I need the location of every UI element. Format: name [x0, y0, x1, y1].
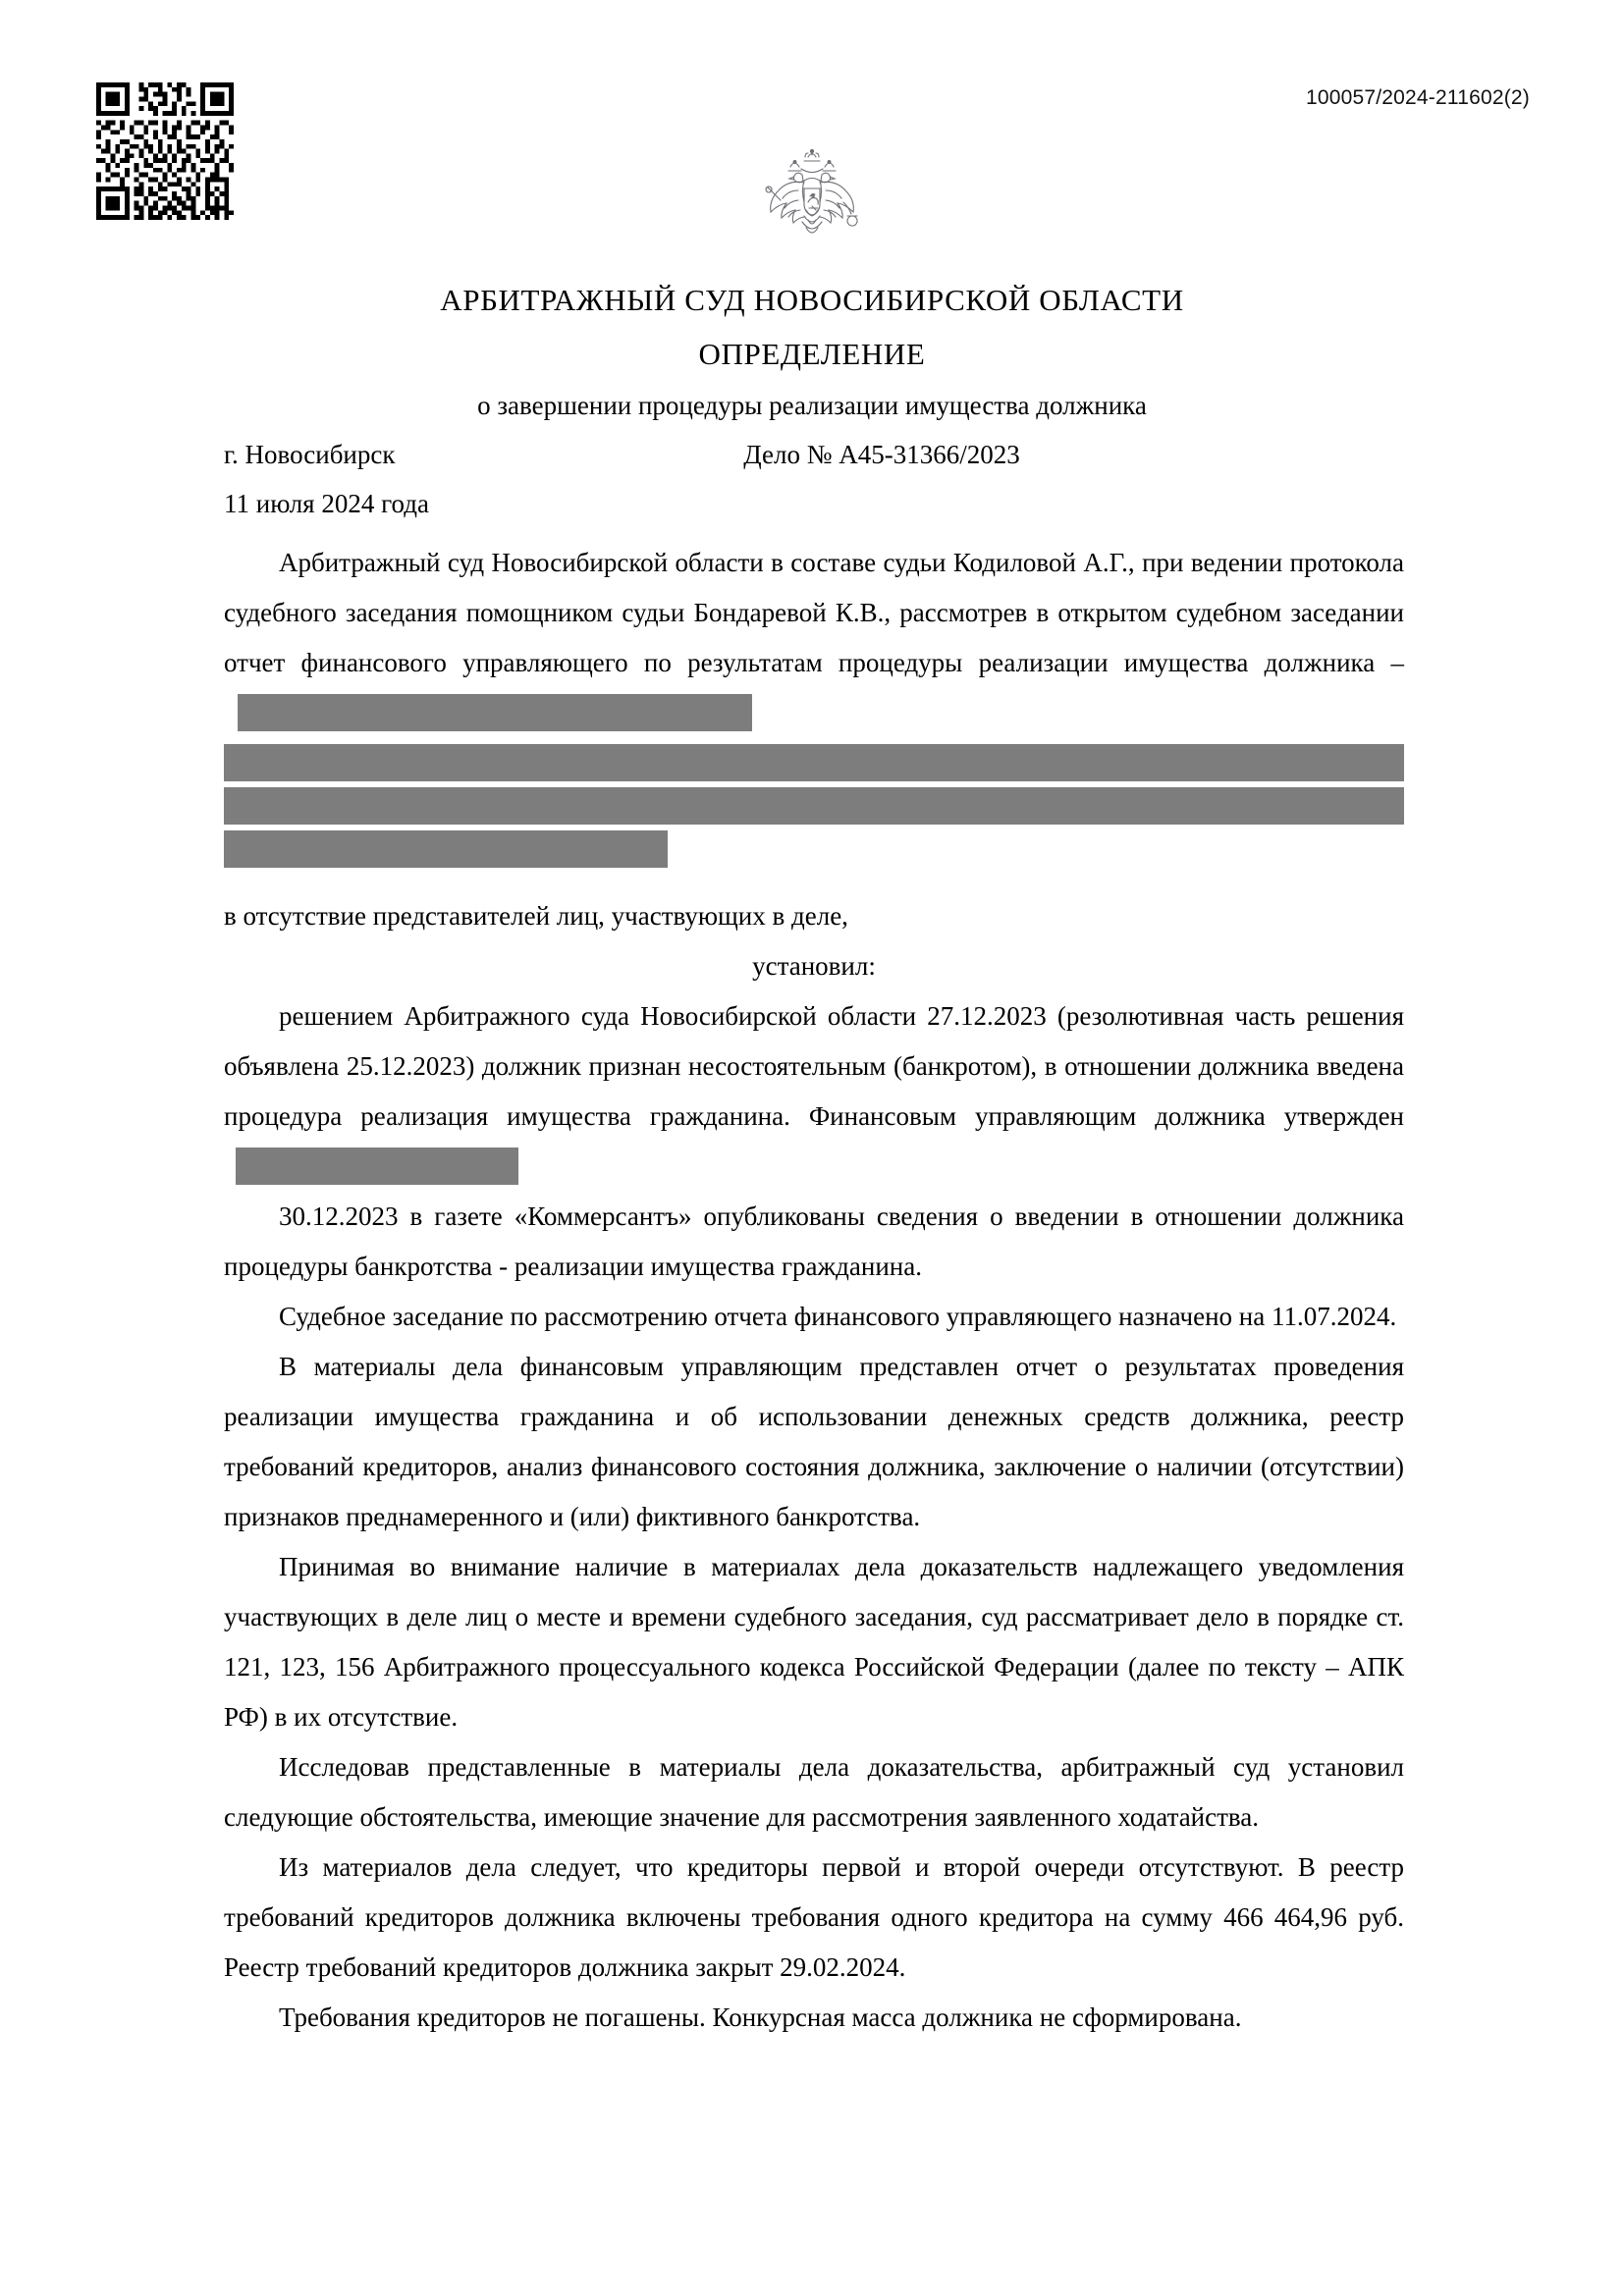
redaction-row-2 [224, 744, 1404, 781]
intro-paragraph [224, 538, 1404, 738]
absent-parties-paragraph: в отсутствие представителей лиц, участвующих в деле, [224, 901, 848, 931]
document-meta [224, 440, 1402, 470]
redaction-bar-4 [224, 830, 668, 868]
paragraph-hearing-date: Судебное заседание по рассмотрению отчета финансового управляющего назначено на 11.07.2024. [279, 1302, 1397, 1331]
paragraph-creditors: Из материалов дела следует, что кредиторы первой и второй очереди отсутствуют. В реестр требований кредиторов должника включены требования одного кредитора на сумму 466 464,96 руб. Реестр требований кредиторов должника закрыт 29.02.2024. [224, 1852, 1404, 1982]
redaction-row-4 [224, 830, 1404, 868]
document-subject: о завершении процедуры реализации имущества должника [477, 391, 1147, 420]
qr-code-icon [96, 82, 234, 220]
redaction-bar-2 [224, 744, 1404, 781]
paragraph-decision [224, 991, 1404, 1192]
paragraph-evidence-examined: Исследовав представленные в материалы дела доказательства, арбитражный суд установил следующие обстоятельства, имеющие значение для рассмотрения заявленного ходатайства. [224, 1752, 1404, 1832]
intro-text: Арбитражный суд Новосибирской области в составе судьи Кодиловой А.Г., при ведении протокола судебного заседания помощником судьи Бондаревой К.В., рассмотрев в открытом судебном заседании отчет финансового управляющего по результатам процедуры реализации имущества должника – [224, 548, 1404, 677]
established-heading: установил: [752, 951, 876, 981]
paragraph-decision-text: решением Арбитражного суда Новосибирской области 27.12.2023 (резолютивная часть решения объявлена 25.12.2023) должник признан несостоятельным (банкротом), в отношении должника введена процедура реализация имущества гражданина. Финансовым управляющим должника утвержден [224, 1001, 1404, 1131]
document-body [224, 538, 1404, 2043]
document-id: 100057/2024-211602(2) [1305, 86, 1530, 109]
redaction-bar-inline-debtor-name [238, 694, 752, 731]
case-number: Дело № А45-31366/2023 [743, 440, 1020, 469]
paragraph-claims-unpaid: Требования кредиторов не погашены. Конкурсная масса должника не сформирована. [279, 2002, 1242, 2032]
redaction-bar-3 [224, 787, 1404, 825]
page-title: АРБИТРАЖНЫЙ СУД НОВОСИБИРСКОЙ ОБЛАСТИ [440, 283, 1184, 317]
city-label: г. Новосибирск [224, 440, 396, 469]
paragraph-notification: Принимая во внимание наличие в материалах дела доказательств надлежащего уведомления участвующих в деле лиц о месте и времени судебного заседания, суд рассматривает дело в порядке ст. 121, 123, 156 Арбитражного процессуального кодекса Российской Федерации (далее по тексту – АПК РФ) в их отсутствие. [224, 1552, 1404, 1732]
redaction-row-3 [224, 787, 1404, 825]
paragraph-materials-submitted: В материалы дела финансовым управляющим представлен отчет о результатах проведения реализации имущества гражданина и об использовании денежных средств должника, реестр требований кредиторов, анализ финансового состояния должника, заключение о наличии (отсутствии) признаков преднамеренного и (или) фиктивного банкротства. [224, 1352, 1404, 1531]
document-type: ОПРЕДЕЛЕНИЕ [698, 337, 926, 371]
redaction-bar-inline-manager-name [236, 1148, 518, 1185]
document-date: 11 июля 2024 года [224, 489, 429, 518]
paragraph-publication: 30.12.2023 в газете «Коммерсантъ» опубликованы сведения о введении в отношении должника процедуры банкротства - реализации имущества гражданина. [224, 1201, 1404, 1281]
russian-coat-of-arms-icon [748, 147, 876, 271]
